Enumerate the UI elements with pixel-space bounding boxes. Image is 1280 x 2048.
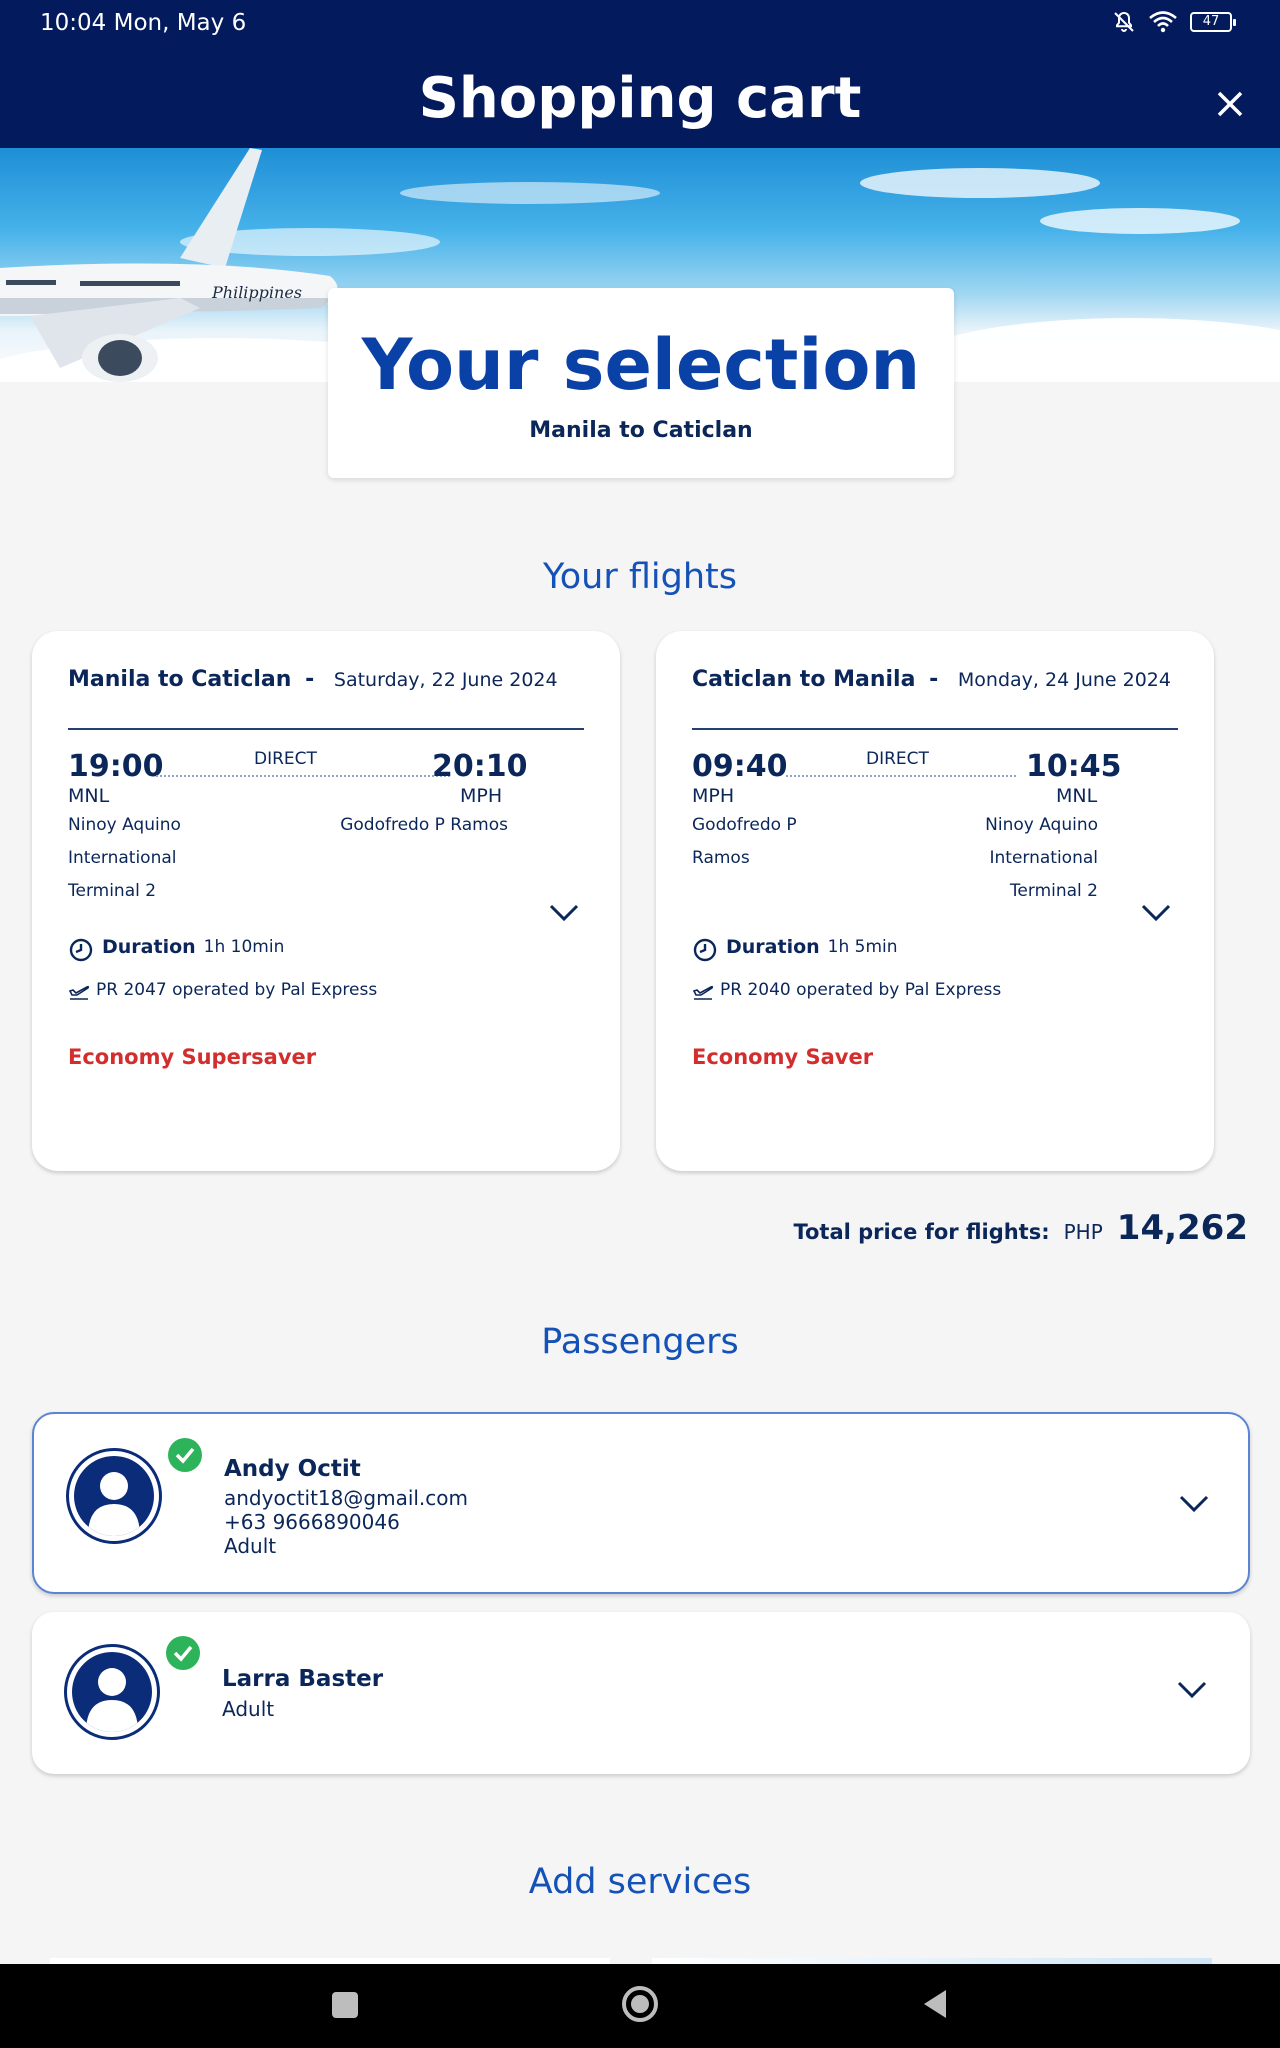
duration-row	[68, 931, 284, 963]
battery-icon	[1190, 12, 1232, 32]
departure-code: MNL	[68, 785, 110, 807]
cloud	[1040, 208, 1240, 234]
flight-card-return[interactable]	[656, 631, 1214, 1171]
total-label: Total price for flights:	[793, 1220, 1050, 1244]
route-separator: -	[305, 667, 315, 692]
operated-by: PR 2040 operated by Pal Express	[720, 980, 1002, 1000]
passenger-email: andyoctit18@gmail.com	[224, 1486, 469, 1510]
notifications-off-icon	[1112, 10, 1136, 34]
status-icons	[1112, 10, 1232, 34]
operated-by: PR 2047 operated by Pal Express	[96, 980, 378, 1000]
services-section-title: Add services	[528, 1862, 752, 1902]
departure-time: 09:40	[692, 749, 788, 784]
flight-date: Monday, 24 June 2024	[957, 669, 1171, 691]
arrival-time: 10:45	[1026, 749, 1122, 784]
passenger-name: Larra Baster	[222, 1666, 384, 1692]
selection-route: Manila to Caticlan	[529, 418, 753, 443]
duration-label: Duration	[726, 936, 820, 958]
passenger-type: Adult	[222, 1697, 275, 1721]
flight-date: Saturday, 22 June 2024	[333, 669, 558, 691]
clock-icon	[68, 937, 94, 963]
close-icon[interactable]	[1210, 84, 1250, 124]
duration-label: Duration	[102, 936, 196, 958]
passenger-name: Andy Octit	[224, 1456, 361, 1482]
plane-takeoff-icon	[692, 979, 714, 1001]
person-icon	[72, 1652, 152, 1732]
airplane-image	[0, 148, 360, 382]
route-dotted-line	[786, 775, 1016, 777]
route-separator: -	[929, 667, 939, 692]
airport-line: Ramos	[692, 848, 750, 868]
recents-button[interactable]	[332, 1992, 358, 2018]
airport-line: Ninoy Aquino	[985, 815, 1098, 835]
airport-line: Godofredo P	[692, 815, 797, 835]
departure-airport	[68, 809, 181, 908]
chevron-down-icon[interactable]	[1178, 1494, 1210, 1514]
cloud	[860, 168, 1100, 198]
direct-label: DIRECT	[254, 749, 317, 769]
operator-row	[692, 979, 1001, 1001]
route-dotted-line	[156, 775, 450, 777]
flight-route-name: Caticlan to Manila	[692, 667, 916, 692]
operator-row	[68, 979, 377, 1001]
airport-line: International	[68, 848, 177, 868]
system-nav-bar	[0, 1964, 1280, 2048]
flights-section-title: Your flights	[543, 557, 737, 597]
total-price	[793, 1208, 1248, 1248]
app-bar	[0, 48, 1280, 148]
chevron-down-icon[interactable]	[548, 903, 580, 923]
airport-line: Ninoy Aquino	[68, 815, 181, 835]
divider	[68, 728, 584, 730]
fare-class: Economy Supersaver	[68, 1045, 317, 1069]
passengers-section-title: Passengers	[541, 1322, 739, 1362]
flight-card-outbound[interactable]	[32, 631, 620, 1171]
arrival-time: 20:10	[432, 749, 528, 784]
duration-row	[692, 931, 898, 963]
total-currency: PHP	[1063, 1220, 1103, 1244]
person-icon	[74, 1456, 154, 1536]
arrival-airport	[324, 809, 508, 842]
back-button[interactable]	[920, 1988, 950, 2020]
cloud	[900, 318, 1280, 382]
avatar	[66, 1448, 162, 1544]
passenger-phone: +63 9666890046	[224, 1510, 400, 1534]
airport-line: Terminal 2	[1009, 881, 1098, 901]
arrival-code: MPH	[460, 785, 503, 807]
duration-value: 1h 10min	[203, 937, 285, 957]
page-title: Shopping cart	[418, 66, 862, 131]
home-button[interactable]	[622, 1986, 658, 2022]
chevron-down-icon[interactable]	[1176, 1680, 1208, 1700]
wifi-icon	[1148, 10, 1178, 34]
avatar	[64, 1644, 160, 1740]
battery-level: 47	[1202, 14, 1220, 29]
flight-route-name: Manila to Caticlan	[68, 667, 292, 692]
arrival-airport	[896, 809, 1098, 908]
airport-line: Godofredo P Ramos	[340, 815, 508, 835]
selection-title: Your selection	[361, 324, 921, 406]
airport-line: International	[989, 848, 1098, 868]
divider	[692, 728, 1178, 730]
fare-class: Economy Saver	[692, 1045, 874, 1069]
duration-value: 1h 5min	[827, 937, 898, 957]
departure-code: MPH	[692, 785, 735, 807]
clock-icon	[692, 937, 718, 963]
passenger-card[interactable]	[32, 1612, 1250, 1774]
departure-time: 19:00	[68, 749, 164, 784]
aircraft-label: Philippines	[212, 283, 303, 302]
status-time: 10:04 Mon, May 6	[40, 10, 247, 36]
flight-route	[692, 667, 1171, 692]
total-amount: 14,262	[1116, 1208, 1248, 1248]
selection-card	[328, 288, 954, 478]
passenger-type: Adult	[224, 1534, 277, 1558]
check-icon	[168, 1438, 202, 1472]
arrival-code: MNL	[1056, 785, 1098, 807]
passenger-card[interactable]	[32, 1412, 1250, 1594]
direct-label: DIRECT	[866, 749, 929, 769]
plane-takeoff-icon	[68, 979, 90, 1001]
chevron-down-icon[interactable]	[1140, 903, 1172, 923]
check-icon	[166, 1636, 200, 1670]
cloud	[400, 182, 660, 204]
departure-airport	[692, 809, 797, 875]
status-bar	[0, 0, 1280, 48]
flight-route	[68, 667, 558, 692]
airport-line: Terminal 2	[68, 881, 157, 901]
